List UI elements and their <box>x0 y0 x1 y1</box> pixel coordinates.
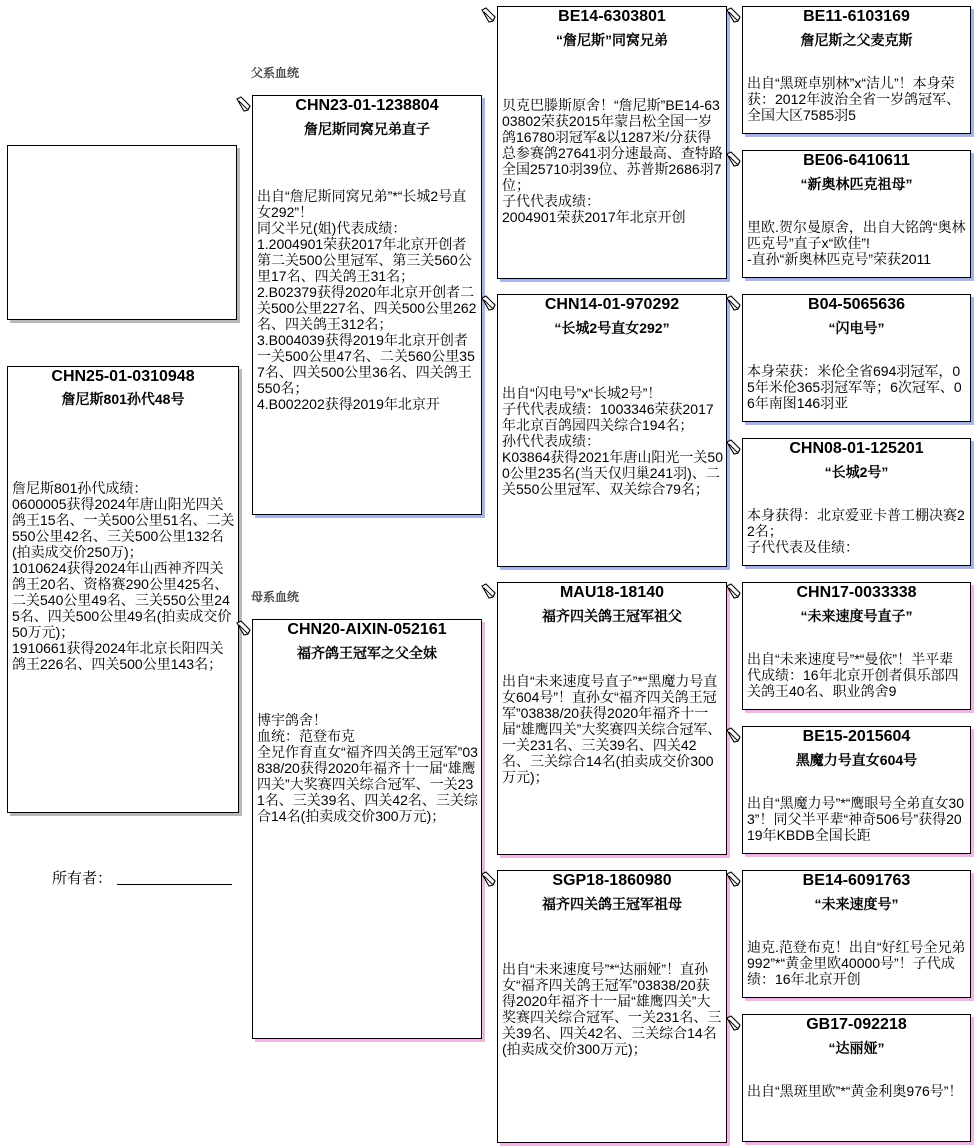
subject-pigeon-name: 詹尼斯801孙代48号 <box>61 391 185 407</box>
sdd-edit-pencil-icon[interactable] <box>725 439 741 455</box>
subject-description: 詹尼斯801孙代成绩： 0600005获得2024年唐山阳光四关鸽王15名、一关500公里51名、二关550公里42名、三关500公里132名(拍卖成交价250万)； 1010624获得2024年山西神齐四关鸽王20名、资格赛290公里425名、二关540公里49名、三关550公里245名、四关500公里49名(拍卖成交价50万元)； 1910661获得2024年北京长阳四关鸽王226名、四关500公里143名； <box>12 480 235 672</box>
dam-edit-pencil-icon[interactable] <box>235 620 251 636</box>
ss-ring-number: BE14-6303801 <box>558 8 666 25</box>
dam-description: 博宇鸽舍！ 血统：范登布克 全兄作育直女“福齐四关鸽王冠军”03838/20获得2020年福齐十一届“雄鹰四关”大奖赛四关综合冠军、一关231名、三关39名、四关42名、三关综合14名(拍卖成交价300万元)； <box>257 712 478 824</box>
dds-card[interactable] <box>742 870 971 998</box>
dds-description: 迪克.范登布克！出自“好红号全兄弟992”*“黄金里欧40000号”！子代成绩：16年北京开创 <box>747 939 966 987</box>
ds-description: 出自“未来速度号直子”*“黑魔力号直女604号”！直孙女“福齐四关鸽王冠军”03838/20获得2020年福齐十一届“雄鹰四关”大奖赛四关综合冠军、一关231名、三关39名、四关42名、三关综合14名(拍卖成交价300万元)； <box>502 673 722 785</box>
sss-ring-number: BE11-6103169 <box>803 8 910 25</box>
ssd-card[interactable] <box>742 150 971 278</box>
ssd-description: 里欧.贺尔曼原舍，出自大铭鸽“奥林匹克号”直子x“欧佳”! -直孙“新奥林匹克号”荣获2011 <box>747 219 966 267</box>
ss-name: “詹尼斯”同窝兄弟 <box>556 32 668 48</box>
ds-ring-number: MAU18-18140 <box>559 584 665 601</box>
sss-card[interactable] <box>742 6 971 134</box>
ddd-ring-number: GB17-092218 <box>806 1016 907 1033</box>
dsd-description: 出自“黑魔力号”*“鹰眼号全弟直女303”！同父半平辈“神奇506号”获得2019年KBDB全国长距 <box>747 795 965 843</box>
dd-name: 福齐四关鸽王冠军祖母 <box>542 896 682 912</box>
ss-edit-pencil-icon[interactable] <box>480 7 496 23</box>
sss-edit-pencil-icon[interactable] <box>725 7 741 23</box>
sdd-card[interactable] <box>742 438 971 566</box>
sire-ring-number: CHN23-01-1238804 <box>295 97 439 114</box>
dsd-edit-pencil-icon[interactable] <box>725 727 741 743</box>
ddd-card[interactable] <box>742 1014 971 1142</box>
dss-card[interactable] <box>742 582 971 710</box>
sire-description: 出自“詹尼斯同窝兄弟”*“长城2号直女292”！ 同父半兄(姐)代表成绩： 1.2004901荣获2017年北京开创者第二关500公里冠军、第三关560公里17名、四关鸽王31名； 2.B02379获得2020年北京开创者二关500公里227名、四关500公里262名、四关鸽王312名； 3.B004039获得2019年北京开创者一关500公里47名、二关560公里357名、四关500公里36名、四关鸽王550名； 4.B002202获得2019年北京开 <box>257 188 477 412</box>
ssd-ring-number: BE06-6410611 <box>803 152 910 169</box>
sds-card[interactable] <box>742 294 971 422</box>
ss-description: 贝克巴滕斯原舍！“詹尼斯”BE14-6303802荣获2015年蒙吕松全国一岁鸽16780羽冠军&以1287米/分获得总参赛鸽27641羽分速最高、查特路全国25710羽39位、苏普斯2686羽7位； 子代代表成绩： 2004901荣获2017年北京开创 <box>502 97 723 225</box>
sss-name: 詹尼斯之父麦克斯 <box>800 32 913 48</box>
dd-description: 出自“未来速度号”*“达丽娅”！直孙女“福齐四关鸽王冠军”03838/20获得2020年福齐十一届“雄鹰四关”大奖赛四关综合冠军、一关231名、三关39名、四关42名、三关综合14名(拍卖成交价300万元)； <box>502 961 722 1057</box>
sire-name: 詹尼斯同窝兄弟直子 <box>304 121 430 137</box>
dam-line-label: 母系血统 <box>251 590 300 604</box>
sd-name: “长城2号直女292” <box>554 320 670 336</box>
sdd-description: 本身获得：北京爱亚卡普工棚决赛22名； 子代代表及佳绩： <box>747 507 965 555</box>
dd-ring-number: SGP18-1860980 <box>552 872 672 889</box>
sire-card[interactable] <box>252 95 482 515</box>
sds-name: “闪电号” <box>828 320 885 336</box>
owner-label: 所有者： <box>52 870 113 887</box>
dam-dam-card[interactable] <box>497 870 727 1143</box>
owner-input-line[interactable] <box>117 884 232 885</box>
dss-name: “未来速度号直子” <box>800 608 913 624</box>
sd-edit-pencil-icon[interactable] <box>480 295 496 311</box>
dam-ring-number: CHN20-AIXIN-052161 <box>287 621 447 638</box>
dam-sire-card[interactable] <box>497 582 727 855</box>
sire-sire-card[interactable] <box>497 6 727 279</box>
dd-edit-pencil-icon[interactable] <box>480 871 496 887</box>
ddd-edit-pencil-icon[interactable] <box>725 1015 741 1031</box>
ddd-description: 出自“黑斑里欧”*“黄金利奥976号”！ <box>747 1083 963 1099</box>
sire-dam-card[interactable] <box>497 294 727 567</box>
sss-description: 出自“黑斑卓别林”x“洁儿”！本身荣获：2012年波治全省一岁鸽冠军、全国大区7585羽5 <box>747 75 961 123</box>
sds-edit-pencil-icon[interactable] <box>725 295 741 311</box>
dam-card[interactable] <box>252 619 482 1039</box>
dsd-card[interactable] <box>742 726 971 854</box>
dss-ring-number: CHN17-0033338 <box>796 584 917 601</box>
dss-description: 出自“未来速度号”*“曼依”！半平辈代成绩：16年北京开创者俱乐部四关鸽王40名、职业鸽舍9 <box>747 651 959 699</box>
ds-edit-pencil-icon[interactable] <box>480 583 496 599</box>
sds-ring-number: B04-5065636 <box>808 296 905 313</box>
sdd-ring-number: CHN08-01-125201 <box>789 440 924 457</box>
sdd-name: “长城2号” <box>824 464 889 480</box>
ssd-name: “新奥林匹克祖母” <box>800 176 913 192</box>
dds-ring-number: BE14-6091763 <box>802 872 911 889</box>
dds-edit-pencil-icon[interactable] <box>725 871 741 887</box>
subject-ring-number: CHN25-01-0310948 <box>51 368 195 385</box>
subject-pigeon-card[interactable] <box>7 366 239 813</box>
sd-description: 出自“闪电号”x“长城2号”！ 子代代表成绩：1003346荣获2017年北京百鸽园四关综合194名； 孙代代表成绩： K03864获得2021年唐山阳光一关500公里235名(当天仅归巢241羽)、二关550公里冠军、双关综合79名； <box>502 385 723 497</box>
sd-ring-number: CHN14-01-970292 <box>544 296 680 313</box>
dsd-name: 黑魔力号直女604号 <box>795 752 918 768</box>
ddd-name: “达丽娅” <box>828 1040 885 1056</box>
pigeon-photo-placeholder[interactable] <box>7 145 237 320</box>
sire-edit-pencil-icon[interactable] <box>235 96 251 112</box>
ds-name: 福齐四关鸽王冠军祖父 <box>542 608 682 624</box>
dsd-ring-number: BE15-2015604 <box>802 728 911 745</box>
sire-line-label: 父系血统 <box>251 66 300 80</box>
dds-name: “未来速度号” <box>814 896 899 912</box>
dss-edit-pencil-icon[interactable] <box>725 583 741 599</box>
sds-description: 本身荣获：米伦全省694羽冠军，05年米伦365羽冠军等；6次冠军、06年南图146羽亚 <box>747 363 962 411</box>
ssd-edit-pencil-icon[interactable] <box>725 151 741 167</box>
dam-name: 福齐鸽王冠军之父全妹 <box>297 645 437 661</box>
